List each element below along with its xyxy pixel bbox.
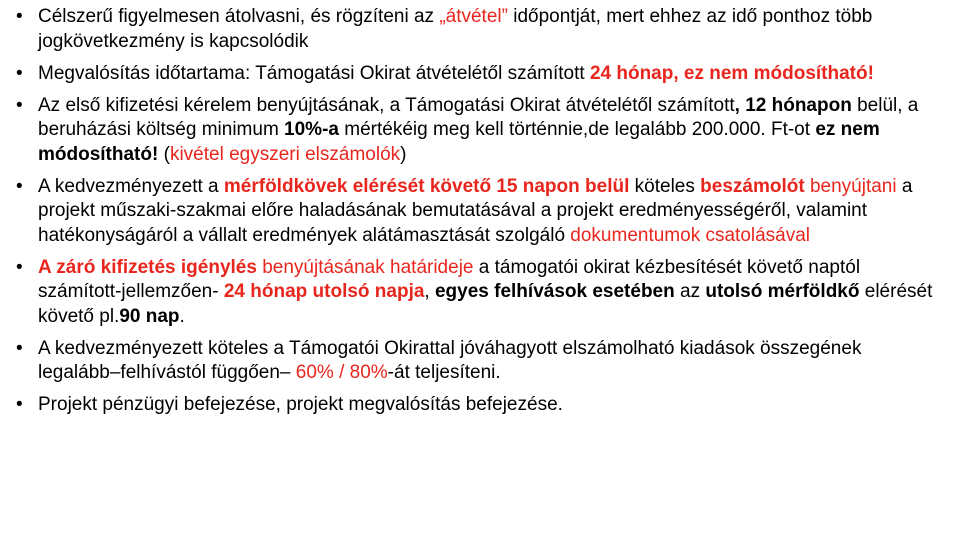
text-segment: utolsó mérföldkő [705, 281, 860, 302]
text-segment: mérföldkövek elérését követő 15 napon belül [223, 175, 630, 197]
text-segment: 10%-a [284, 119, 339, 140]
text-segment: kivétel egyszeri elszámolók [169, 143, 401, 165]
bullet-dot: • [16, 337, 23, 359]
text-segment: benyújtani [809, 175, 897, 197]
bullet-text [38, 257, 932, 327]
bullet-item [16, 175, 944, 249]
text-segment: köteles [629, 175, 701, 197]
bullet-item [16, 256, 944, 330]
text-segment: Megvalósítás időtartama: Támogatási Okirat átvételétől számított [38, 62, 590, 84]
text-segment: a projekt műszaki-szakmai előre haladásának bemutatásával a projekt eredményességéről, valamint hatékonyságáról a vállalt eredmények alátámasztását szolgáló [38, 175, 913, 246]
text-segment: az [674, 281, 706, 302]
bullet-text [38, 95, 918, 165]
text-segment: 60% / 80% [295, 362, 388, 383]
bullet-text [38, 6, 872, 52]
text-segment: egyes felhívások esetében [434, 281, 675, 302]
text-segment: 24 hónap utolsó napja [223, 281, 425, 302]
bullet-text [38, 63, 874, 84]
text-segment: elérését követő pl. [38, 281, 933, 327]
text-segment: belül, a beruházási költség minimum [38, 94, 919, 140]
bullet-dot: • [16, 6, 23, 27]
bullet-text [38, 394, 563, 415]
text-segment: -át teljesíteni. [387, 362, 501, 383]
text-segment: A kedvezményezett a [38, 175, 224, 197]
bullet-list [16, 5, 944, 425]
text-segment: , [424, 281, 435, 302]
text-segment: „átvétel” [439, 6, 508, 27]
bullet-item [16, 393, 944, 418]
text-segment: dokumentumok csatolásával [570, 224, 811, 246]
bullet-item [16, 5, 944, 54]
bullet-dot: • [16, 394, 23, 415]
text-segment: benyújtásának határideje [262, 256, 474, 278]
text-segment: a támogatói okirat kézbesítését követő naptól számított-jellemzően- [38, 256, 861, 302]
bullet-dot: • [16, 256, 23, 278]
bullet-dot: • [16, 94, 23, 116]
text-segment: 90 nap [119, 305, 180, 327]
text-segment: A kedvezményezett köteles a Támogatói Okirattal jóváhagyott elszámolható kiadások összegének legalább–felhívástól függően– [38, 337, 862, 383]
text-segment: , 12 hónapon [734, 94, 852, 116]
bullet-item [16, 62, 944, 87]
text-segment: Projekt pénzügyi befejezése, projekt megvalósítás befejezése. [38, 394, 563, 415]
text-segment: ( [158, 143, 170, 165]
text-segment: Célszerű figyelmesen átolvasni, és rögzíteni az [38, 6, 440, 27]
text-segment: Az első kifizetési kérelem benyújtásának, a Támogatási Okirat átvételétől számított [38, 94, 735, 116]
text-segment: . [179, 305, 185, 327]
text-segment: időpontját, mert ehhez az idő ponthoz több jogkövetkezmény is kapcsolódik [38, 6, 873, 52]
text-segment: mértékéig meg kell történnie,de legalább 200.000. Ft-ot [338, 119, 816, 140]
bullet-dot: • [16, 62, 23, 84]
bullet-item [16, 337, 944, 386]
bullet-item [16, 94, 944, 168]
bullet-text [38, 176, 912, 246]
text-segment: 24 hónap, ez nem módosítható! [589, 62, 874, 84]
text-segment: A záró kifizetés igénylés [38, 256, 257, 278]
text-segment: ) [400, 143, 407, 165]
text-segment: beszámolót [700, 175, 805, 197]
bullet-text [38, 338, 861, 384]
bullet-dot: • [16, 175, 23, 197]
text-segment: ez nem módosítható! [38, 119, 880, 165]
